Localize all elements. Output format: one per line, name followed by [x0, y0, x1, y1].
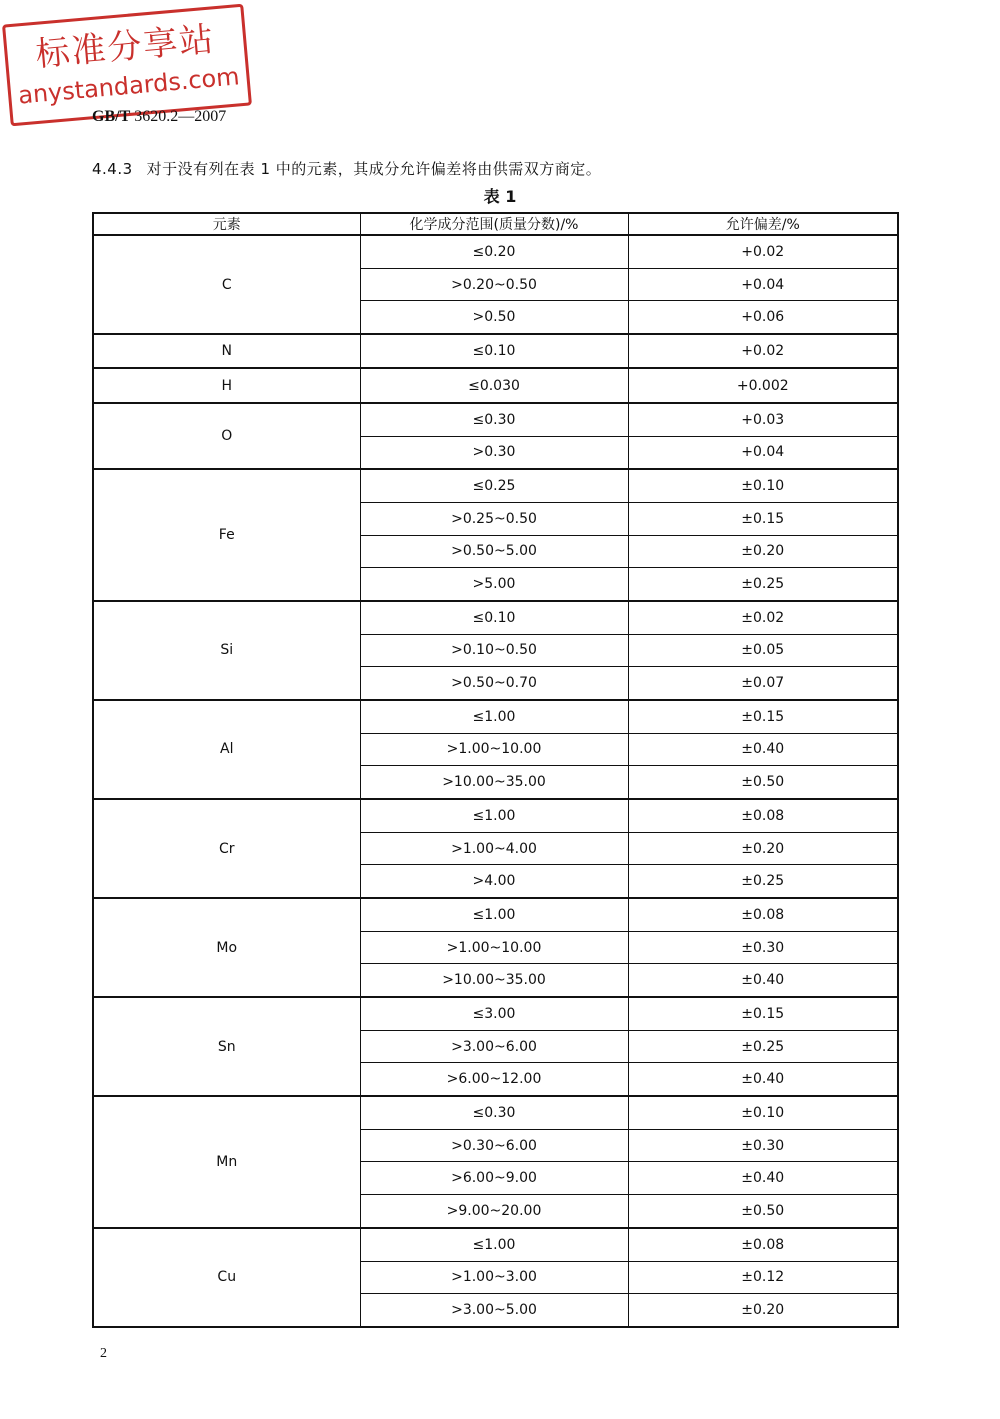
range-cell: ≤0.030	[360, 368, 628, 402]
table-row	[93, 368, 898, 402]
element-cell: Cu	[93, 1228, 360, 1327]
tolerance-cell: ±0.40	[628, 1162, 898, 1194]
tolerance-cell: +0.04	[628, 268, 898, 300]
range-cell: ≤0.30	[360, 403, 628, 436]
standard-number: 3620.2—2007	[134, 108, 227, 125]
range-cell: >0.30	[360, 436, 628, 469]
table-row	[93, 334, 898, 368]
table-row	[93, 700, 898, 733]
tolerance-cell: ±0.20	[628, 1293, 898, 1327]
tolerance-cell: ±0.15	[628, 503, 898, 535]
range-cell: >0.30~6.00	[360, 1130, 628, 1162]
tolerance-cell: ±0.05	[628, 634, 898, 666]
tolerance-cell: ±0.12	[628, 1261, 898, 1293]
watermark-cn-text: 标准分享站	[34, 19, 217, 75]
range-cell: ≤0.30	[360, 1096, 628, 1129]
range-cell: >1.00~10.00	[360, 931, 628, 963]
header-element: 元素	[93, 213, 360, 235]
range-cell: >0.50~0.70	[360, 667, 628, 700]
tolerance-cell: ±0.15	[628, 997, 898, 1030]
tolerance-cell: ±0.25	[628, 865, 898, 898]
element-cell: N	[93, 334, 360, 368]
clause-text: 对于没有列在表 1 中的元素，其成分允许偏差将由供需双方商定。	[146, 160, 602, 178]
tolerance-cell: ±0.25	[628, 567, 898, 600]
tolerance-cell: ±0.25	[628, 1030, 898, 1062]
tolerance-table	[92, 212, 899, 1328]
element-cell: Mn	[93, 1096, 360, 1227]
table-row	[93, 1096, 898, 1129]
tolerance-cell: +0.03	[628, 403, 898, 436]
range-cell: ≤0.10	[360, 334, 628, 368]
tolerance-cell: ±0.10	[628, 469, 898, 502]
table-row	[93, 1228, 898, 1261]
tolerance-cell: ±0.08	[628, 1228, 898, 1261]
table-row	[93, 799, 898, 832]
tolerance-cell: ±0.15	[628, 700, 898, 733]
range-cell: ≤1.00	[360, 700, 628, 733]
tolerance-cell: ±0.50	[628, 766, 898, 799]
element-cell: H	[93, 368, 360, 402]
range-cell: ≤1.00	[360, 799, 628, 832]
range-cell: >0.25~0.50	[360, 503, 628, 535]
tolerance-cell: +0.002	[628, 368, 898, 402]
tolerance-cell: +0.06	[628, 301, 898, 334]
tolerance-cell: ±0.08	[628, 799, 898, 832]
tolerance-cell: ±0.20	[628, 535, 898, 567]
range-cell: >9.00~20.00	[360, 1194, 628, 1227]
element-cell: C	[93, 235, 360, 334]
element-cell: Al	[93, 700, 360, 799]
tolerance-cell: ±0.20	[628, 832, 898, 864]
header-composition-range: 化学成分范围(质量分数)/%	[360, 213, 628, 235]
table-row	[93, 601, 898, 634]
tolerance-cell: ±0.30	[628, 1130, 898, 1162]
table-title: 表 1	[483, 187, 517, 206]
table-row	[93, 997, 898, 1030]
tolerance-cell: ±0.40	[628, 733, 898, 765]
tolerance-cell: ±0.08	[628, 898, 898, 931]
header-tolerance: 允许偏差/%	[628, 213, 898, 235]
range-cell: >3.00~5.00	[360, 1293, 628, 1327]
range-cell: >1.00~10.00	[360, 733, 628, 765]
clause-4-4-3	[92, 158, 601, 179]
standard-code	[92, 108, 226, 126]
tolerance-cell: ±0.40	[628, 964, 898, 997]
element-cell: Fe	[93, 469, 360, 600]
standard-prefix: GB/T	[92, 108, 131, 125]
watermark-en-text: anystandards.com	[17, 62, 241, 110]
tolerance-cell: +0.02	[628, 235, 898, 268]
range-cell: >1.00~4.00	[360, 832, 628, 864]
tolerance-cell: +0.04	[628, 436, 898, 469]
element-cell: Cr	[93, 799, 360, 898]
tolerance-cell: ±0.10	[628, 1096, 898, 1129]
range-cell: ≤1.00	[360, 898, 628, 931]
range-cell: ≤1.00	[360, 1228, 628, 1261]
range-cell: ≤0.20	[360, 235, 628, 268]
range-cell: >6.00~9.00	[360, 1162, 628, 1194]
tolerance-cell: ±0.07	[628, 667, 898, 700]
range-cell: >0.50~5.00	[360, 535, 628, 567]
range-cell: >10.00~35.00	[360, 766, 628, 799]
table-header-row	[93, 213, 898, 235]
range-cell: >0.50	[360, 301, 628, 334]
tolerance-cell: ±0.40	[628, 1063, 898, 1096]
page-number: 2	[100, 1346, 107, 1361]
range-cell: >10.00~35.00	[360, 964, 628, 997]
range-cell: >1.00~3.00	[360, 1261, 628, 1293]
range-cell: ≤3.00	[360, 997, 628, 1030]
range-cell: >0.20~0.50	[360, 268, 628, 300]
table-row	[93, 469, 898, 502]
range-cell: >0.10~0.50	[360, 634, 628, 666]
tolerance-cell: +0.02	[628, 334, 898, 368]
element-cell: Si	[93, 601, 360, 700]
element-cell: O	[93, 403, 360, 470]
element-cell: Mo	[93, 898, 360, 997]
range-cell: >3.00~6.00	[360, 1030, 628, 1062]
table-body	[93, 235, 898, 1327]
range-cell: ≤0.10	[360, 601, 628, 634]
table-row	[93, 235, 898, 268]
element-cell: Sn	[93, 997, 360, 1096]
range-cell: ≤0.25	[360, 469, 628, 502]
range-cell: >5.00	[360, 567, 628, 600]
range-cell: >6.00~12.00	[360, 1063, 628, 1096]
tolerance-cell: ±0.30	[628, 931, 898, 963]
tolerance-cell: ±0.02	[628, 601, 898, 634]
tolerance-cell: ±0.50	[628, 1194, 898, 1227]
clause-number: 4.4.3	[92, 160, 133, 178]
table-row	[93, 403, 898, 436]
table-row	[93, 898, 898, 931]
range-cell: >4.00	[360, 865, 628, 898]
